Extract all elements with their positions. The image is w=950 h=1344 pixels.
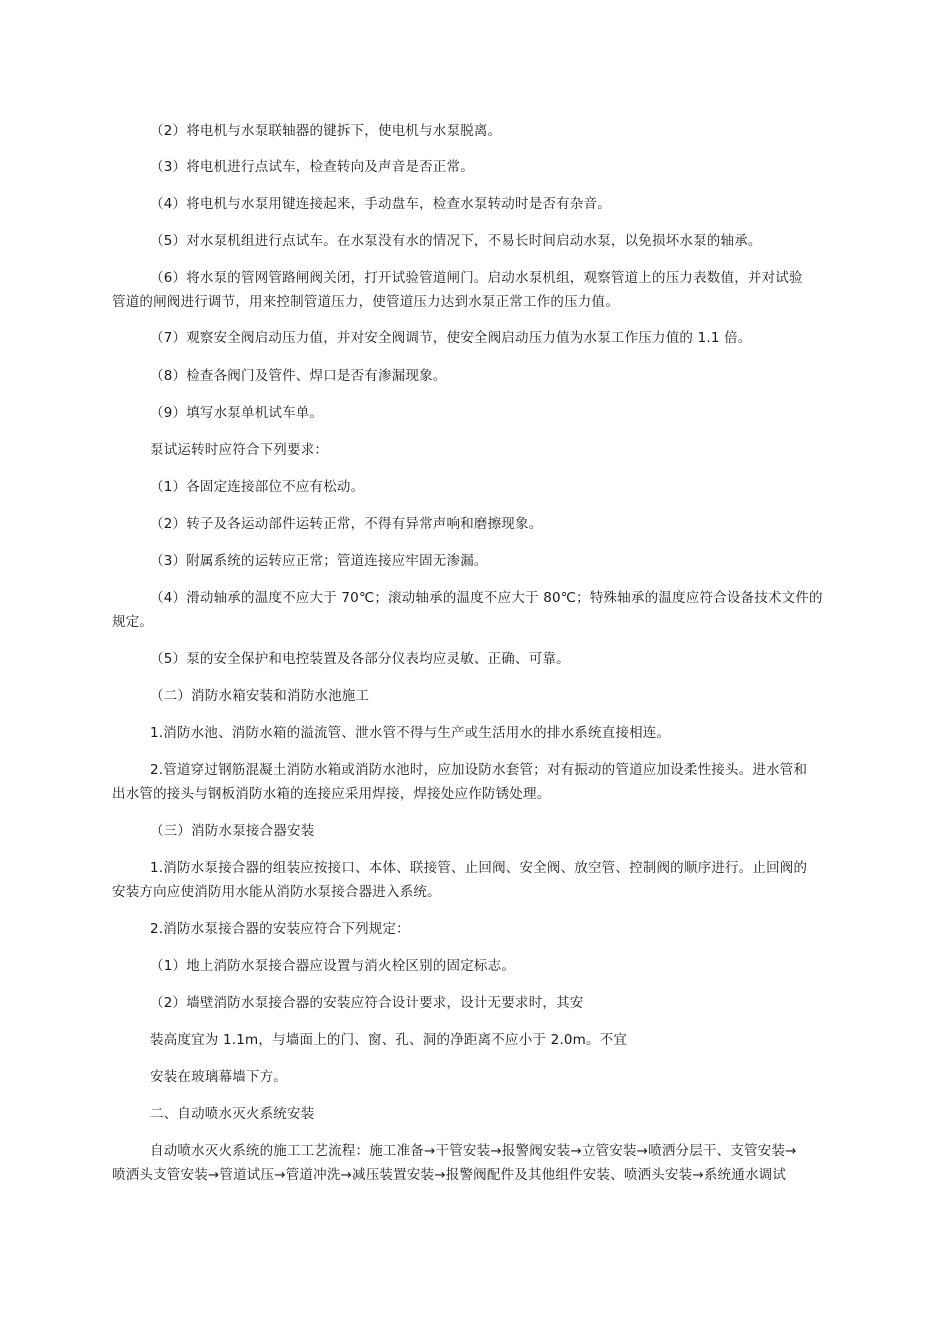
text-line: （1）地上消防水泵接合器应设置与消火栓区别的固定标志。: [150, 958, 515, 974]
text-line: 安装方向应使消防用水能从消防水泵接合器进入系统。: [112, 884, 441, 900]
text-line: （4）滑动轴承的温度不应大于 70℃；滚动轴承的温度不应大于 80℃；特殊轴承的温度应符合设备技术文件的: [150, 590, 823, 606]
text-line: （9）填写水泵单机试车单。: [150, 405, 324, 421]
text-line: 管道的闸阀进行调节，用来控制管道压力，使管道压力达到水泵正常工作的压力值。: [112, 294, 619, 310]
text-line: 泵试运转时应符合下列要求：: [150, 442, 329, 458]
text-line: 安装在玻璃幕墙下方。: [150, 1069, 287, 1085]
text-line: （3）附属系统的运转应正常；管道连接应牢固无渗漏。: [150, 553, 488, 569]
section-heading: （三）消防水泵接合器安装: [150, 823, 315, 839]
text-line: 规定。: [112, 614, 154, 630]
text-line: （4）将电机与水泵用键连接起来，手动盘车，检查水泵转动时是否有杂音。: [150, 196, 611, 212]
text-line: 2.管道穿过钢筋混凝土消防水箱或消防水池时，应加设防水套管；对有振动的管道应加设柔性接头。进水管和: [150, 762, 808, 778]
text-line: 1.消防水泵接合器的组装应按接口、本体、联接管、止回阀、安全阀、放空管、控制阀的顺序进行。止回阀的: [150, 860, 808, 876]
text-line: 出水管的接头与钢板消防水箱的连接应采用焊接，焊接处应作防锈处理。: [112, 786, 551, 802]
text-line: （2）将电机与水泵联轴器的键拆下，使电机与水泵脱离。: [150, 123, 502, 139]
text-line: （1）各固定连接部位不应有松动。: [150, 479, 365, 495]
text-line: （5）对水泵机组进行点试车。在水泵没有水的情况下，不易长时间启动水泵，以免损坏水泵的轴承。: [150, 233, 762, 249]
text-line: （8）检查各阀门及管件、焊口是否有渗漏现象。: [150, 368, 447, 384]
text-line: 1.消防水池、消防水箱的溢流管、泄水管不得与生产或生活用水的排水系统直接相连。: [150, 725, 671, 741]
text-line: 自动喷水灭火系统的施工工艺流程：施工准备→干管安装→报警阀安装→立管安装→喷洒分层干、支管安装→: [150, 1143, 797, 1159]
text-line: 2.消防水泵接合器的安装应符合下列规定：: [150, 921, 410, 937]
section-heading: 二、自动喷水灭火系统安装: [150, 1106, 315, 1122]
text-line: （6）将水泵的管网管路闸阀关闭，打开试验管道闸门。启动水泵机组，观察管道上的压力表数值，并对试验: [150, 270, 803, 286]
text-line: 喷洒头支管安装→管道试压→管道冲洗→减压装置安装→报警阀配件及其他组件安装、喷洒头安装→系统通水调试: [112, 1167, 787, 1183]
text-line: （3）将电机进行点试车，检查转向及声音是否正常。: [150, 159, 474, 175]
text-line: （2）墙壁消防水泵接合器的安装应符合设计要求，设计无要求时，其安: [150, 995, 584, 1011]
text-line: 装高度宜为 1.1m，与墙面上的门、窗、孔、洞的净距离不应小于 2.0m。不宜: [150, 1032, 628, 1048]
text-line: （5）泵的安全保护和电控装置及各部分仪表均应灵敏、正确、可靠。: [150, 651, 570, 667]
text-line: （7）观察安全阀启动压力值，并对安全阀调节，使安全阀启动压力值为水泵工作压力值的 1.1 倍。: [150, 330, 752, 346]
section-heading: （二）消防水箱安装和消防水池施工: [150, 688, 370, 704]
text-line: （2）转子及各运动部件运转正常，不得有异常声响和磨擦现象。: [150, 516, 543, 532]
